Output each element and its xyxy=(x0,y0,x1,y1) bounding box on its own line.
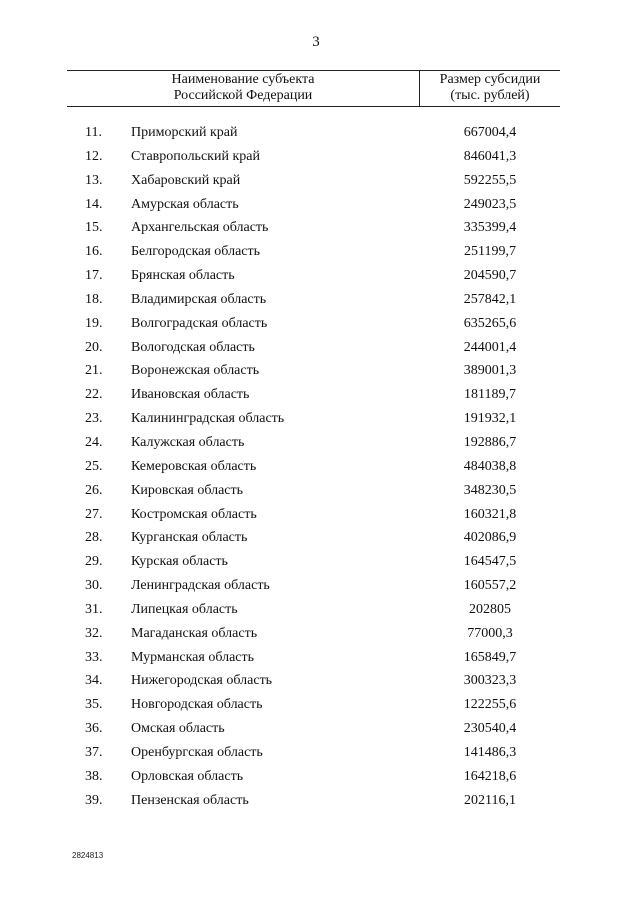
table-header-rule xyxy=(67,106,560,107)
table-row xyxy=(0,693,640,717)
subsidy-amount: 77000,3 xyxy=(467,625,513,641)
row-number: 22. xyxy=(85,387,103,403)
region-name: Амурская область xyxy=(131,196,239,212)
subsidy-amount: 846041,3 xyxy=(463,148,517,164)
region-name: Хабаровский край xyxy=(131,172,241,188)
region-name: Кемеровская область xyxy=(131,458,257,474)
subsidy-amount: 160557,2 xyxy=(463,578,517,594)
subsidy-amount: 257842,1 xyxy=(463,291,517,307)
table-row xyxy=(0,359,640,383)
region-name: Новгородская область xyxy=(131,697,263,713)
table-row xyxy=(0,741,640,765)
table-row xyxy=(0,288,640,312)
region-name: Магаданская область xyxy=(131,625,258,641)
subsidy-amount: 204590,7 xyxy=(463,268,517,284)
subsidy-amount: 389001,3 xyxy=(463,363,517,379)
region-name: Ставропольский край xyxy=(131,148,260,164)
table-row xyxy=(0,789,640,813)
row-number: 31. xyxy=(85,601,103,617)
table-row xyxy=(0,193,640,217)
table-row xyxy=(0,550,640,574)
region-name: Калининградская область xyxy=(131,411,285,427)
row-number: 28. xyxy=(85,530,103,546)
row-number: 11. xyxy=(85,125,102,140)
subsidy-amount: 202116,1 xyxy=(464,792,516,808)
region-name: Приморский край xyxy=(131,125,238,140)
subsidy-amount: 181189,7 xyxy=(464,387,516,403)
table-row xyxy=(0,455,640,479)
region-name: Владимирская область xyxy=(131,291,267,307)
subsidy-amount: 160321,8 xyxy=(463,506,517,522)
row-number: 17. xyxy=(85,268,103,284)
subsidy-amount: 164218,6 xyxy=(463,768,517,784)
table-row xyxy=(0,169,640,193)
row-number: 39. xyxy=(85,792,103,808)
row-number: 29. xyxy=(85,554,103,570)
row-number: 27. xyxy=(85,506,103,522)
subsidy-amount: 484038,8 xyxy=(463,458,517,474)
table-top-rule xyxy=(67,70,560,71)
region-name: Вологодская область xyxy=(131,339,255,355)
region-name: Воронежская область xyxy=(131,363,260,379)
table-row xyxy=(0,121,640,145)
table-row xyxy=(0,479,640,503)
row-number: 18. xyxy=(85,291,103,307)
subsidy-amount: 249023,5 xyxy=(463,196,517,212)
table-row xyxy=(0,216,640,240)
page-number: 3 xyxy=(312,34,320,50)
row-number: 34. xyxy=(85,673,103,689)
subsidy-amount: 230540,4 xyxy=(463,721,517,737)
row-number: 30. xyxy=(85,578,103,594)
region-name: Омская область xyxy=(131,721,225,737)
table-row xyxy=(0,646,640,670)
row-number: 16. xyxy=(85,244,103,260)
row-number: 37. xyxy=(85,744,103,760)
column-header-amount-line1: Размер субсидии xyxy=(439,72,541,87)
table-row xyxy=(0,717,640,741)
column-header-name xyxy=(67,72,419,104)
table-row xyxy=(0,312,640,336)
row-number: 15. xyxy=(85,220,103,236)
row-number: 26. xyxy=(85,482,103,498)
row-number: 25. xyxy=(85,458,103,474)
table-row xyxy=(0,598,640,622)
subsidy-amount: 592255,5 xyxy=(463,172,517,188)
subsidy-amount: 335399,4 xyxy=(463,220,517,236)
subsidy-amount: 122255,6 xyxy=(463,697,517,713)
subsidy-amount: 402086,9 xyxy=(463,530,517,546)
region-name: Курская область xyxy=(131,554,228,570)
region-name: Липецкая область xyxy=(131,601,238,617)
region-name: Ивановская область xyxy=(131,387,250,403)
table-row xyxy=(0,407,640,431)
row-number: 13. xyxy=(85,172,103,188)
table-row xyxy=(0,145,640,169)
row-number: 23. xyxy=(85,411,103,427)
subsidy-amount: 164547,5 xyxy=(463,554,517,570)
region-name: Мурманская область xyxy=(131,649,255,665)
row-number: 21. xyxy=(85,363,103,379)
region-name: Ленинградская область xyxy=(131,578,270,594)
column-header-name-line2: Российской Федерации xyxy=(173,88,313,103)
row-number: 38. xyxy=(85,768,103,784)
table-row xyxy=(0,431,640,455)
row-number: 19. xyxy=(85,315,103,331)
row-number: 35. xyxy=(85,697,103,713)
region-name: Орловская область xyxy=(131,768,244,784)
region-name: Пензенская область xyxy=(131,792,249,808)
subsidy-amount: 202805 xyxy=(469,601,511,617)
subsidy-amount: 192886,7 xyxy=(463,434,517,450)
row-number: 24. xyxy=(85,434,103,450)
region-name: Кировская область xyxy=(131,482,244,498)
region-name: Нижегородская область xyxy=(131,673,273,689)
subsidy-amount: 244001,4 xyxy=(463,339,517,355)
table-row xyxy=(0,240,640,264)
subsidy-amount: 635265,6 xyxy=(463,315,517,331)
column-header-name-line1: Наименование субъекта xyxy=(171,72,315,87)
row-number: 33. xyxy=(85,649,103,665)
row-number: 12. xyxy=(85,148,103,164)
subsidy-amount: 667004,4 xyxy=(463,125,517,140)
document-code: 2824813 xyxy=(72,851,104,860)
row-number: 14. xyxy=(85,196,103,212)
table-body xyxy=(0,121,640,812)
subsidy-amount: 191932,1 xyxy=(463,411,517,427)
column-header-amount-line2: (тыс. рублей) xyxy=(450,88,530,103)
subsidy-amount: 251199,7 xyxy=(464,244,516,260)
table-row xyxy=(0,574,640,598)
table-row xyxy=(0,264,640,288)
table-row xyxy=(0,383,640,407)
region-name: Архангельская область xyxy=(131,220,269,236)
region-name: Костромская область xyxy=(131,506,257,522)
subsidy-amount: 165849,7 xyxy=(463,649,517,665)
region-name: Оренбургская область xyxy=(131,744,263,760)
table-row xyxy=(0,622,640,646)
table-row xyxy=(0,336,640,360)
region-name: Брянская область xyxy=(131,268,235,284)
subsidy-amount: 348230,5 xyxy=(463,482,517,498)
subsidy-amount: 141486,3 xyxy=(463,744,517,760)
region-name: Калужская область xyxy=(131,434,245,450)
row-number: 36. xyxy=(85,721,103,737)
region-name: Курганская область xyxy=(131,530,248,546)
subsidy-amount: 300323,3 xyxy=(463,673,517,689)
column-header-amount xyxy=(420,72,560,104)
table-row xyxy=(0,669,640,693)
table-row xyxy=(0,526,640,550)
table-row xyxy=(0,503,640,527)
row-number: 32. xyxy=(85,625,103,641)
row-number: 20. xyxy=(85,339,103,355)
region-name: Волгоградская область xyxy=(131,315,268,331)
table-row xyxy=(0,765,640,789)
region-name: Белгородская область xyxy=(131,244,261,260)
